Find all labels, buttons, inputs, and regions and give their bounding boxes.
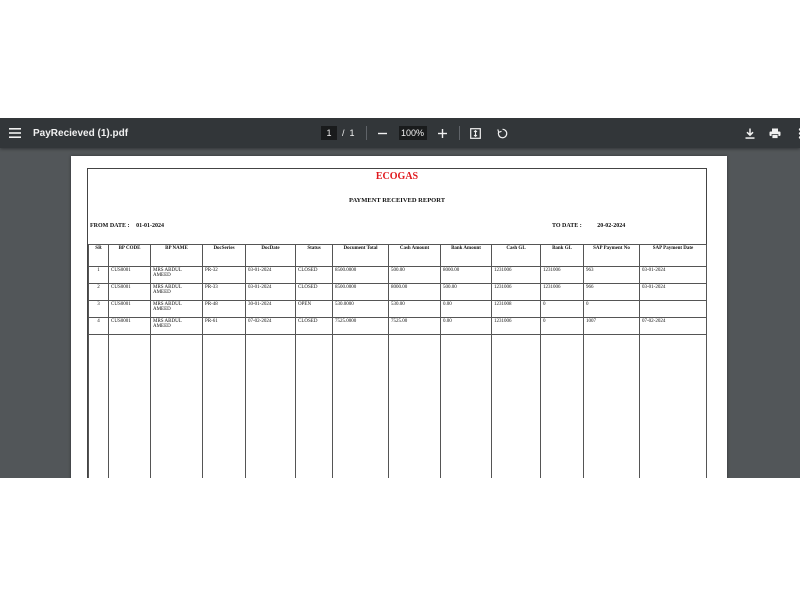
column-header: DocSeries — [203, 245, 246, 267]
table-cell: 4 — [89, 318, 109, 335]
column-header: Cash Amount — [389, 245, 441, 267]
table-cell-empty — [584, 335, 640, 479]
table-cell: 8000.00 — [441, 267, 492, 284]
column-header: Document Total — [333, 245, 389, 267]
zoom-level-input[interactable]: 100% — [399, 126, 427, 140]
table-cell: 1231006 — [492, 267, 541, 284]
table-cell: CLOSED — [296, 318, 333, 335]
total-pages: 1 — [349, 128, 355, 138]
table-cell: 03-01-2024 — [640, 284, 707, 301]
page-separator: / — [342, 128, 345, 138]
pdf-toolbar — [0, 118, 800, 148]
table-cell-empty — [203, 335, 246, 479]
download-icon[interactable] — [739, 122, 761, 144]
table-cell: 2 — [89, 284, 109, 301]
table-cell: 03-01-2024 — [246, 267, 296, 284]
column-header: Status — [296, 245, 333, 267]
table-cell: MRS ABDUL AMEED — [151, 267, 203, 284]
table-cell: CUS0001 — [109, 284, 151, 301]
column-header: SAP Payment Date — [640, 245, 707, 267]
to-date-value: 20-02-2024 — [597, 223, 626, 229]
from-date-label: FROM DATE : — [90, 223, 130, 229]
table-cell: 1 — [89, 267, 109, 284]
table-cell: 1231006 — [541, 284, 584, 301]
table-cell: 0 — [584, 301, 640, 318]
table-cell: 530.0000 — [333, 301, 389, 318]
report-frame — [87, 168, 707, 478]
table-cell: 03-01-2024 — [246, 284, 296, 301]
table-cell: PR-33 — [203, 284, 246, 301]
company-name: ECOGAS — [375, 171, 419, 182]
table-cell: 07-02-2024 — [640, 318, 707, 335]
column-header: BP CODE — [109, 245, 151, 267]
table-row — [89, 301, 707, 318]
column-header: SAP Payment No — [584, 245, 640, 267]
print-icon[interactable] — [764, 122, 786, 144]
table-cell: 500.00 — [441, 284, 492, 301]
table-cell: CUS0001 — [109, 301, 151, 318]
table-cell: 0 — [541, 301, 584, 318]
table-cell: 7525.00 — [389, 318, 441, 335]
zoom-in-icon[interactable] — [432, 122, 454, 144]
table-cell: MRS ABDUL AMEED — [151, 318, 203, 335]
table-cell: CUS0001 — [109, 267, 151, 284]
file-title: PayRecieved (1).pdf — [33, 127, 129, 139]
table-cell: PR-48 — [203, 301, 246, 318]
table-cell: OPEN — [296, 301, 333, 318]
table-cell: CLOSED — [296, 267, 333, 284]
table-cell: 530.00 — [389, 301, 441, 318]
table-cell-empty — [151, 335, 203, 479]
table-cell: MRS ABDUL AMEED — [151, 301, 203, 318]
table-cell-empty — [541, 335, 584, 479]
fit-page-icon[interactable] — [465, 122, 487, 144]
from-date-line — [90, 223, 164, 229]
table-cell: 1231008 — [492, 301, 541, 318]
zoom-out-icon[interactable] — [372, 122, 394, 144]
table-cell-empty — [640, 335, 707, 479]
table-row — [89, 284, 707, 301]
to-date-line — [552, 223, 625, 229]
column-header: Bank Amount — [441, 245, 492, 267]
column-header: Cash GL — [492, 245, 541, 267]
table-cell: 500.00 — [389, 267, 441, 284]
pdf-page — [71, 156, 727, 478]
table-cell-empty — [389, 335, 441, 479]
menu-icon[interactable] — [4, 122, 26, 144]
table-row — [89, 318, 707, 335]
table-body — [89, 267, 707, 479]
table-cell: 8000.00 — [389, 284, 441, 301]
table-cell: 03-01-2024 — [640, 267, 707, 284]
table-cell: 1231006 — [492, 318, 541, 335]
column-header: DocDate — [246, 245, 296, 267]
to-date-label: TO DATE : — [552, 223, 582, 229]
table-cell: 966 — [584, 284, 640, 301]
table-cell: CUS0001 — [109, 318, 151, 335]
table-cell: 1231006 — [541, 267, 584, 284]
rotate-icon[interactable] — [492, 122, 514, 144]
table-cell: 07-02-2024 — [246, 318, 296, 335]
table-cell: PR-61 — [203, 318, 246, 335]
table-cell-empty — [492, 335, 541, 479]
table-cell: 8500.0000 — [333, 284, 389, 301]
table-cell-empty — [441, 335, 492, 479]
table-cell: PR-32 — [203, 267, 246, 284]
table-cell: 1231006 — [492, 284, 541, 301]
column-header: Bank GL — [541, 245, 584, 267]
from-date-value: 01-01-2024 — [136, 223, 165, 229]
column-header: SR — [89, 245, 109, 267]
table-cell-empty — [109, 335, 151, 479]
table-cell-empty — [296, 335, 333, 479]
table-cell-empty — [89, 335, 109, 479]
table-cell-empty — [246, 335, 296, 479]
table-cell: 1007 — [584, 318, 640, 335]
table-cell: 0 — [541, 318, 584, 335]
toolbar-divider — [366, 126, 367, 140]
more-vert-icon[interactable] — [789, 122, 800, 144]
table-cell: 7525.0000 — [333, 318, 389, 335]
table-cell — [640, 301, 707, 318]
report-title: PAYMENT RECEIVED REPORT — [348, 197, 446, 204]
table-row — [89, 267, 707, 284]
table-cell: 963 — [584, 267, 640, 284]
page-number-input[interactable]: 1 — [321, 126, 337, 140]
table-empty-area — [89, 335, 707, 479]
table-cell: MRS ABDUL AMEED — [151, 284, 203, 301]
table-header-row — [89, 245, 707, 267]
table-cell-empty — [333, 335, 389, 479]
table-cell: 0.00 — [441, 301, 492, 318]
toolbar-divider — [459, 126, 460, 140]
table-cell: 0.00 — [441, 318, 492, 335]
payment-table — [88, 244, 707, 478]
table-cell: 3 — [89, 301, 109, 318]
table-cell: CLOSED — [296, 284, 333, 301]
table-cell: 30-01-2024 — [246, 301, 296, 318]
pdf-viewer — [0, 118, 800, 478]
table-cell: 8500.0000 — [333, 267, 389, 284]
column-header: BP NAME — [151, 245, 203, 267]
